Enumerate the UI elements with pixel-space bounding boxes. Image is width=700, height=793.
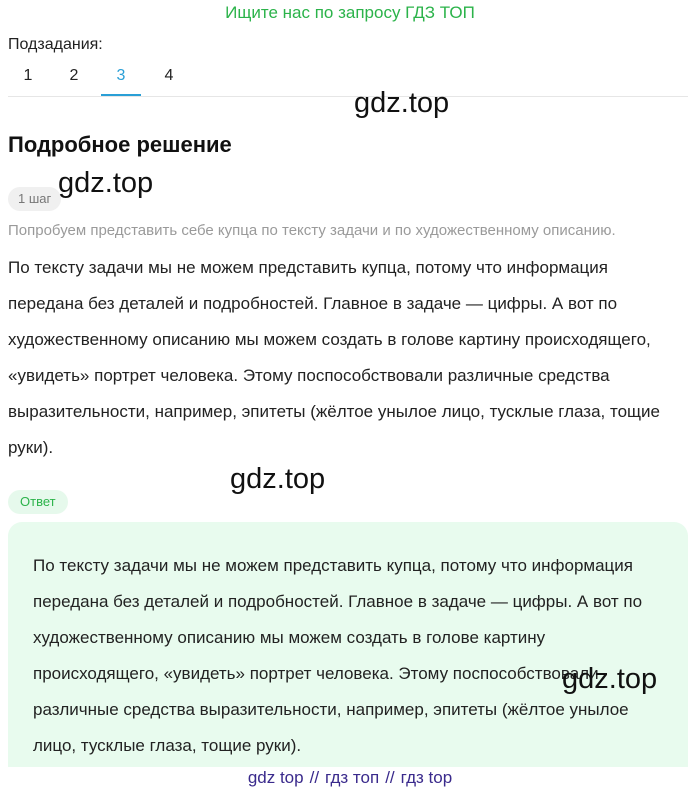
footer-link[interactable]: гдз top bbox=[400, 768, 453, 787]
footer-separator: // bbox=[385, 768, 395, 787]
watermark: gdz.top bbox=[230, 463, 326, 495]
solution-text: По тексту задачи мы не можем представить купца, потому что информация передана без деталей и подробностей. Главное в задаче — цифры. А вот по художественному описанию мы можем создать в голове картину происходящего, «увидеть» портрет человека. Этому поспособствовали различные средства выразительности, например, эпитеты (жёлтое унылое лицо, тусклые глаза, тощие руки). bbox=[8, 258, 660, 457]
subtasks-label: Подзадания: bbox=[8, 36, 103, 53]
tab-3[interactable]: 3 bbox=[101, 60, 141, 96]
footer-link[interactable]: gdz top bbox=[247, 768, 304, 787]
footer-links bbox=[0, 767, 700, 789]
watermark: gdz.top bbox=[354, 87, 450, 119]
step-badge: 1 шаг bbox=[8, 187, 61, 211]
watermark: gdz.top bbox=[562, 663, 658, 695]
tab-4[interactable]: 4 bbox=[164, 67, 174, 84]
answer-text: По тексту задачи мы не можем представить купца, потому что информация передана без деталей и подробностей. Главное в задаче — цифры. А вот по художественному описанию мы можем создать в голове картину происходящего, «увидеть» портрет человека. Этому поспособствовали различные средства выразительности, например, эпитеты (жёлтое унылое лицо, тусклые глаза, тощие руки). bbox=[33, 556, 643, 755]
subtask-tabs bbox=[8, 60, 688, 97]
page-title: Подробное решение bbox=[8, 132, 232, 157]
watermark: gdz.top bbox=[58, 167, 154, 199]
footer-link[interactable]: гдз топ bbox=[325, 768, 380, 787]
step-hint: Попробуем представить себе купца по тексту задачи и по художественному описанию. bbox=[8, 222, 616, 239]
tab-2[interactable]: 2 bbox=[69, 67, 79, 84]
footer-separator: // bbox=[309, 768, 320, 787]
promo-banner: Ищите нас по запросу ГДЗ ТОП bbox=[225, 3, 475, 22]
answer-badge: Ответ bbox=[8, 490, 68, 514]
tab-1[interactable]: 1 bbox=[23, 67, 33, 84]
